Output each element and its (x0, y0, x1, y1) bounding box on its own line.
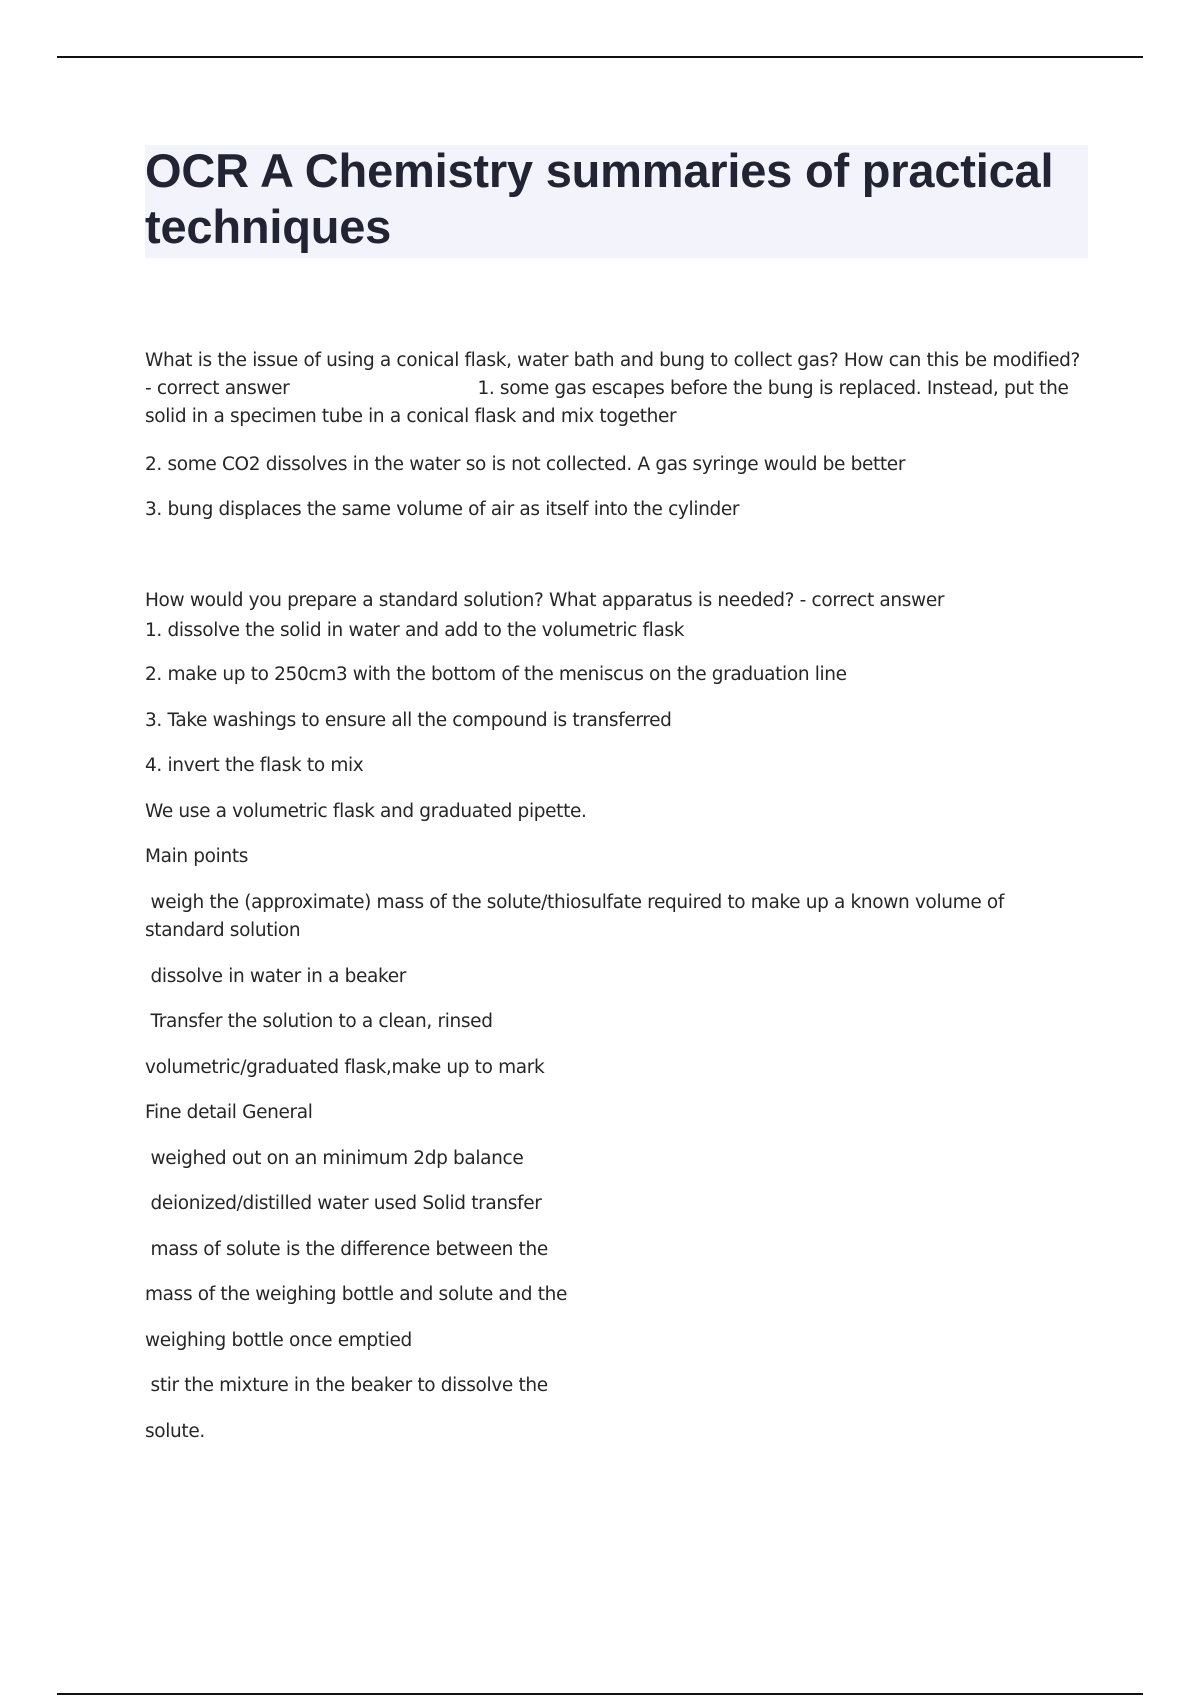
answer-2-line: stir the mixture in the beaker to dissolve the (145, 1375, 548, 1396)
answer-1-point-3: 3. bung displaces the same volume of air as itself into the cylinder (145, 499, 740, 520)
answer-2-line: dissolve in water in a beaker (145, 966, 407, 987)
answer-2-line: weigh the (approximate) mass of the solute/thiosulfate required to make up a known volume of (145, 892, 1005, 913)
answer-2-line: We use a volumetric flask and graduated pipette. (145, 801, 587, 822)
answer-1-start: 1. some gas escapes before the bung is replaced. Instead, put the (477, 378, 1069, 399)
answer-2-line: deionized/distilled water used Solid transfer (145, 1193, 542, 1214)
answer-2-line: mass of solute is the difference between the (145, 1239, 548, 1260)
answer-2-line: Fine detail General (145, 1102, 313, 1123)
bottom-divider (57, 1693, 1143, 1695)
answer-2-line: mass of the weighing bottle and solute and the (145, 1284, 568, 1305)
answer-2-line: 1. dissolve the solid in water and add to the volumetric flask (145, 620, 685, 641)
answer-1-point-2: 2. some CO2 dissolves in the water so is not collected. A gas syringe would be better (145, 454, 906, 475)
answer-1-continuation: solid in a specimen tube in a conical flask and mix together (145, 406, 677, 427)
question-1-answer-line (145, 375, 1069, 403)
answer-2-line: 3. Take washings to ensure all the compound is transferred (145, 710, 672, 731)
top-divider (57, 56, 1143, 58)
page-title-line-1: OCR A Chemistry summaries of practical (145, 144, 1054, 197)
answer-2-line: Transfer the solution to a clean, rinsed (145, 1011, 493, 1032)
answer-2-line: volumetric/graduated flask,make up to mark (145, 1057, 545, 1078)
question-2-text: How would you prepare a standard solution? What apparatus is needed? - correct answer (145, 590, 945, 611)
answer-2-line: solute. (145, 1421, 205, 1442)
answer-2-line: weighed out on an minimum 2dp balance (145, 1148, 524, 1169)
answer-2-line: 2. make up to 250cm3 with the bottom of the meniscus on the graduation line (145, 664, 847, 685)
answer-label: - correct answer (145, 378, 290, 399)
answer-2-line: weighing bottle once emptied (145, 1330, 412, 1351)
page-title-line-2: techniques (145, 200, 392, 253)
question-1-text: What is the issue of using a conical flask, water bath and bung to collect gas? How can this be modified? (145, 350, 1080, 371)
answer-2-line: 4. invert the flask to mix (145, 755, 364, 776)
answer-2-line: Main points (145, 846, 249, 867)
page-title (145, 143, 1095, 255)
answer-2-line: standard solution (145, 920, 301, 941)
